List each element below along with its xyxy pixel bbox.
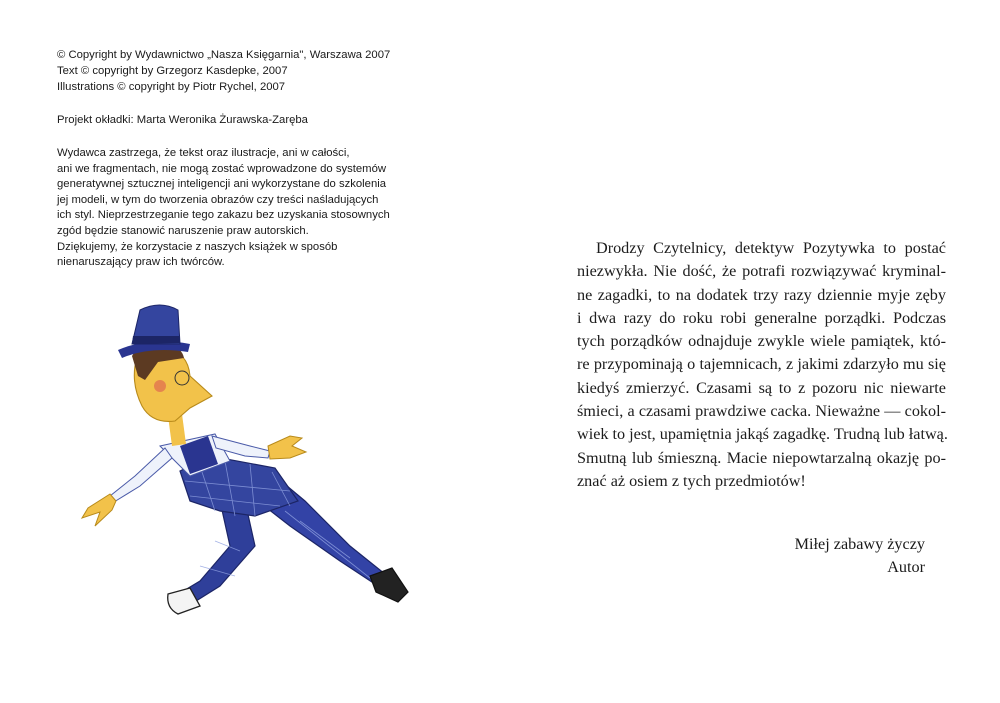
letter-line: śmieci, a czasami prawdziwe cacka. Nieważne — cokol- xyxy=(577,402,946,421)
cover-credit: Projekt okładki: Marta Weronika Żurawska-Zaręba xyxy=(57,114,308,126)
cheek xyxy=(154,380,166,392)
letter-line: wiek to jest, upamiętnia jakąś zagadkę. Trudną lub łatwą. xyxy=(577,425,948,444)
notice-line: jej modeli, w tym do tworzenia obrazów czy treści naśladujących xyxy=(57,193,379,206)
letter-line: ne zagadki, to na dodatek trzy razy dziennie myje zęby xyxy=(577,285,946,304)
left-arm xyxy=(110,448,172,502)
notice-line: generatywnej sztucznej inteligencji ani wykorzystane do szkolenia xyxy=(57,178,387,191)
notice-line: Dziękujemy, że korzystacie z naszych książek w sposób xyxy=(57,240,338,253)
letter-to-readers xyxy=(577,237,946,493)
notice-line: nienaruszający praw ich twórców. xyxy=(57,256,225,269)
hat-band xyxy=(132,336,180,344)
notice-line: ich styl. Nieprzestrzeganie tego zakazu bez uzyskania stosownych xyxy=(57,209,390,222)
signoff xyxy=(795,533,925,580)
detective-illustration xyxy=(40,296,420,626)
letter-line: tych porządków odnajduje zwykle wiele pamiątek, któ- xyxy=(577,332,946,351)
right-hand xyxy=(268,436,306,459)
copyright-line: © Copyright by Wydawnictwo „Nasza Księgarnia", Warszawa 2007 xyxy=(57,49,391,61)
copyright-line: Text © copyright by Grzegorz Kasdepke, 2007 xyxy=(57,65,288,77)
notice-line: ani we fragmentach, nie mogą zostać wprowadzone do systemów xyxy=(57,162,387,175)
copyright-block xyxy=(57,47,407,95)
letter-line: re przypominają o tajemnicach, z jakimi zdarzyło mu się xyxy=(577,355,946,374)
letter-line: niezwykła. Nie dość, że potrafi rozwiązywać kryminal- xyxy=(577,262,946,281)
letter-line: znać aż osiem z tych przedmiotów! xyxy=(577,471,806,490)
letter-line: kiedyś zmierzyć. Czasami są to z pozoru nic niewarte xyxy=(577,378,946,397)
left-hand xyxy=(82,494,116,526)
letter-line: Drodzy Czytelnicy, detektyw Pozytywka to postać xyxy=(596,239,946,257)
copyright-line: Illustrations © copyright by Piotr Rychel, 2007 xyxy=(57,81,286,93)
letter-line: i dwa razy do roku robi generalne porządki. Podczas xyxy=(577,308,946,327)
letter-line: Smutną lub śmieszną. Macie niepowtarzalną okazję po- xyxy=(577,448,946,467)
signoff-line: Miłej zabawy życzy xyxy=(794,535,925,553)
signoff-author: Autor xyxy=(887,558,925,577)
notice-line: Wydawca zastrzega, że tekst oraz ilustracje, ani w całości, xyxy=(57,147,350,159)
notice-line: zgód będzie stanowić naruszenie praw autorskich. xyxy=(57,224,309,237)
ai-rights-notice xyxy=(57,146,407,271)
